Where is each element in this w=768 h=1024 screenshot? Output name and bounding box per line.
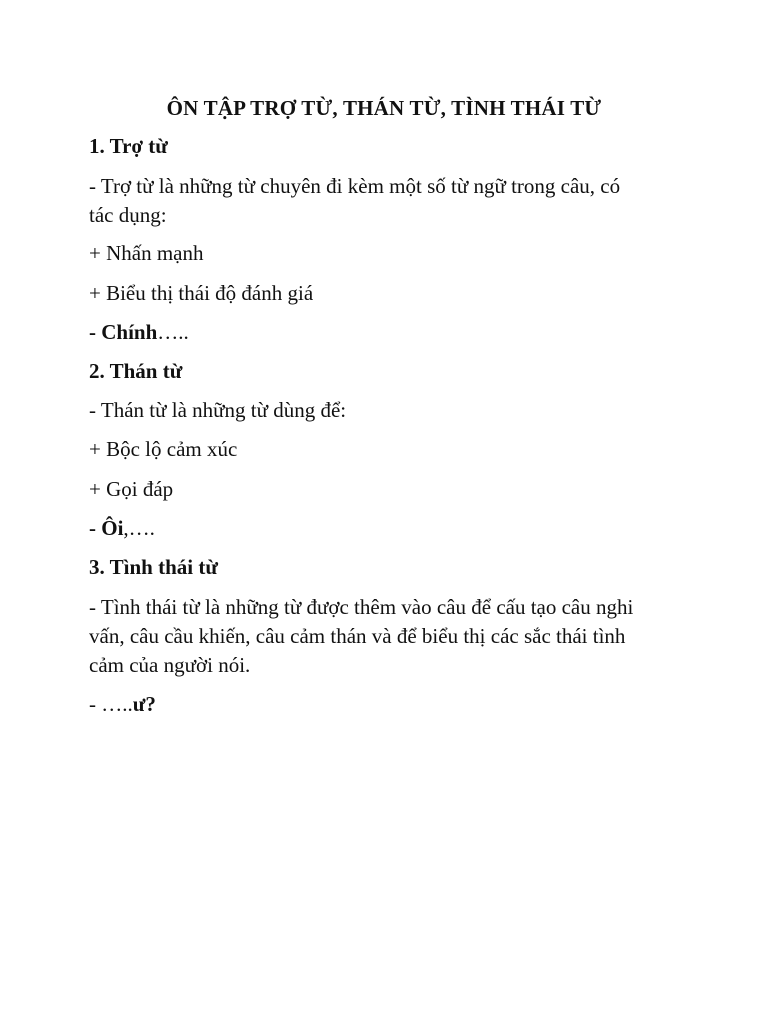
section3-definition-line1: - Tình thái từ là những từ được thêm vào câu để cấu tạo câu nghi: [89, 595, 634, 619]
section2-item-calling: + Gọi đáp: [89, 477, 174, 501]
section2-item-emotion: + Bộc lộ cảm xúc: [89, 437, 238, 461]
section2-example: [89, 514, 689, 543]
section2-example-word: Ôi: [101, 516, 124, 540]
section1-example: [89, 318, 689, 347]
section3-example: [89, 690, 689, 719]
document-title: ÔN TẬP TRỢ TỪ, THÁN TỪ, TÌNH THÁI TỪ: [166, 96, 602, 120]
section2-definition: - Thán từ là những từ dùng để:: [89, 398, 347, 422]
section2-example-prefix: -: [89, 516, 102, 540]
section3-definition-line2: vấn, câu cầu khiến, câu cảm thán và để biểu thị các sắc thái tình: [89, 624, 626, 648]
section2-example-ellipsis: ,….: [123, 516, 155, 540]
section3-definition-line3: cảm của người nói.: [89, 653, 251, 677]
section1-example-ellipsis: …..: [157, 320, 189, 344]
section1-item-emphasis: + Nhấn mạnh: [89, 241, 204, 265]
section1-definition-line1: - Trợ từ là những từ chuyên đi kèm một số từ ngữ trong câu, có: [89, 174, 621, 198]
section2-heading: 2. Thán từ: [89, 359, 183, 383]
section1-definition-line2: tác dụng:: [89, 203, 167, 227]
section3-heading: 3. Tình thái từ: [89, 555, 218, 579]
section1-item-attitude: + Biểu thị thái độ đánh giá: [89, 281, 314, 305]
section3-example-word: ư?: [132, 692, 156, 716]
section1-heading: 1. Trợ từ: [89, 134, 168, 158]
section1-example-prefix: -: [89, 320, 102, 344]
section1-example-word: Chính: [101, 320, 158, 344]
section3-example-prefix: - …..: [89, 692, 133, 716]
